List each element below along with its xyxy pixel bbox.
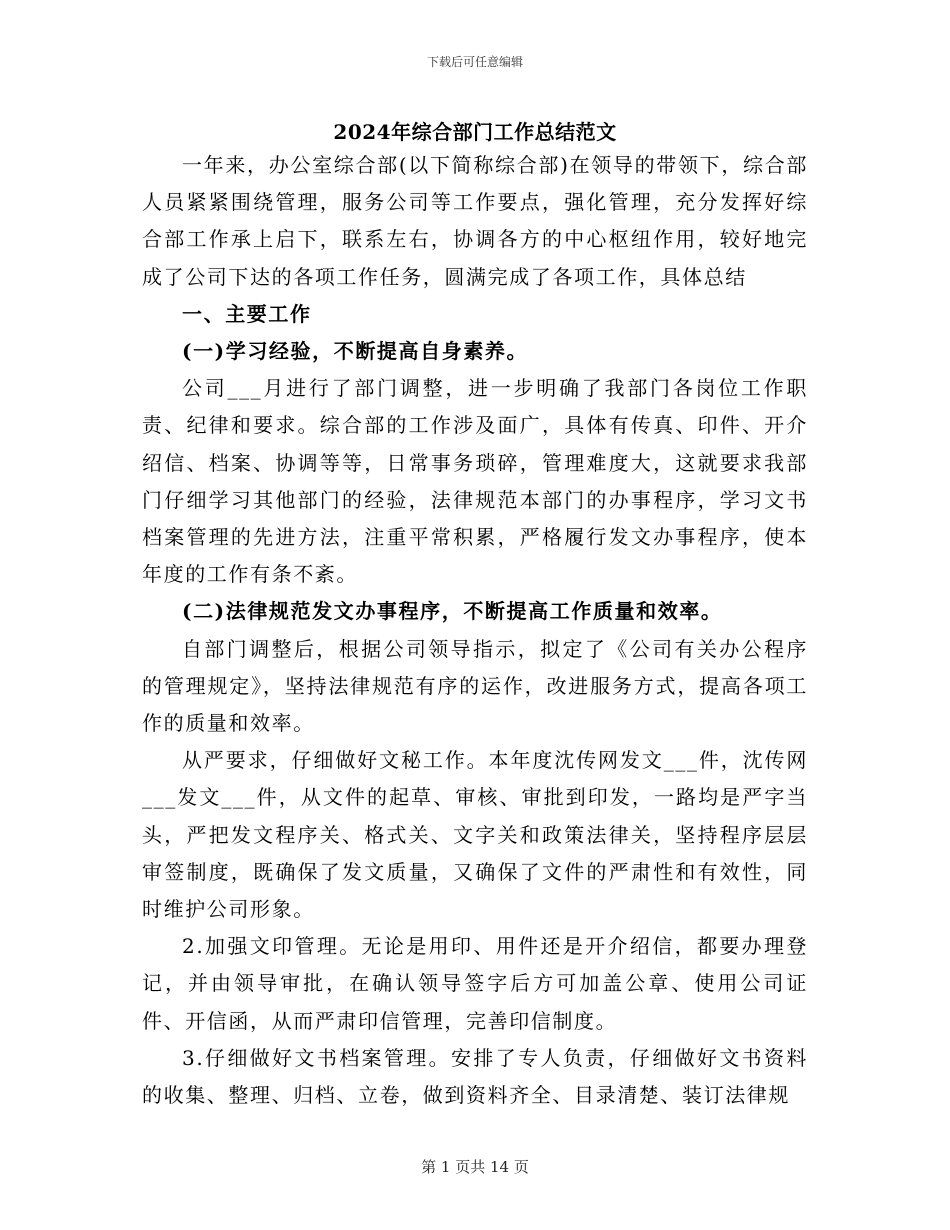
document-body [142,147,808,1114]
paragraph-secretarial: 从严要求，仔细做好文秘工作。本年度沈传网发文___件，沈传网___发文___件，从文件的起草、审核、审批到印发，一路均是严字当头，严把发文程序关、格式关、文字关和政策法律关，坚持程序层层审签制度，既确保了发文质量，又确保了文件的严肃性和有效性，同时维护公司形象。 [142,748,808,922]
document-title: 2024年综合部门工作总结范文 [333,120,617,144]
paragraph-regulation: 自部门调整后，根据公司领导指示，拟定了《公司有关办公程序的管理规定》，坚持法律规范有序的运作，改进服务方式，提高各项工作的质量和效率。 [142,636,808,736]
paragraph-learning: 公司___月进行了部门调整，进一步明确了我部门各岗位工作职责、纪律和要求。综合部的工作涉及面广，具体有传真、印件、开介绍信、档案、协调等等，日常事务琐碎，管理难度大，这就要求我部门仔细学习其他部门的经验，法律规范本部门的办事程序，学习文书档案管理的先进方法，注重平常积累，严格履行发文办事程序，使本年度的工作有条不紊。 [142,376,808,587]
section-heading-main-work: 一、主要工作 [182,301,312,326]
subsection-heading-2: (二)法律规范发文办事程序，不断提高工作质量和效率。 [182,599,723,624]
paragraph-intro: 一年来，办公室综合部(以下简称综合部)在领导的带领下，综合部人员紧紧围绕管理，服务公司等工作要点，强化管理，充分发挥好综合部工作承上启下，联系左右，协调各方的中心枢纽作用，较好地完成了公司下达的各项工作任务，圆满完成了各项工作，具体总结 [142,153,808,289]
paragraph-print-management: 2.加强文印管理。无论是用印、用件还是开介绍信，都要办理登记，并由领导审批，在确认领导签字后方可加盖公章、使用公司证件、开信函，从而严肃印信管理，完善印信制度。 [142,934,808,1033]
paragraph-archive-management: 3.仔细做好文书档案管理。安排了专人负责，仔细做好文书资料的收集、整理、归档、立卷，做到资料齐全、目录清楚、装订法律规 [142,1045,808,1108]
subsection-heading-1: (一)学习经验，不断提高自身素养。 [182,339,529,364]
header-note: 下载后可任意编辑 [426,55,523,69]
page-footer: 第 1 页共 14 页 [421,1158,529,1176]
